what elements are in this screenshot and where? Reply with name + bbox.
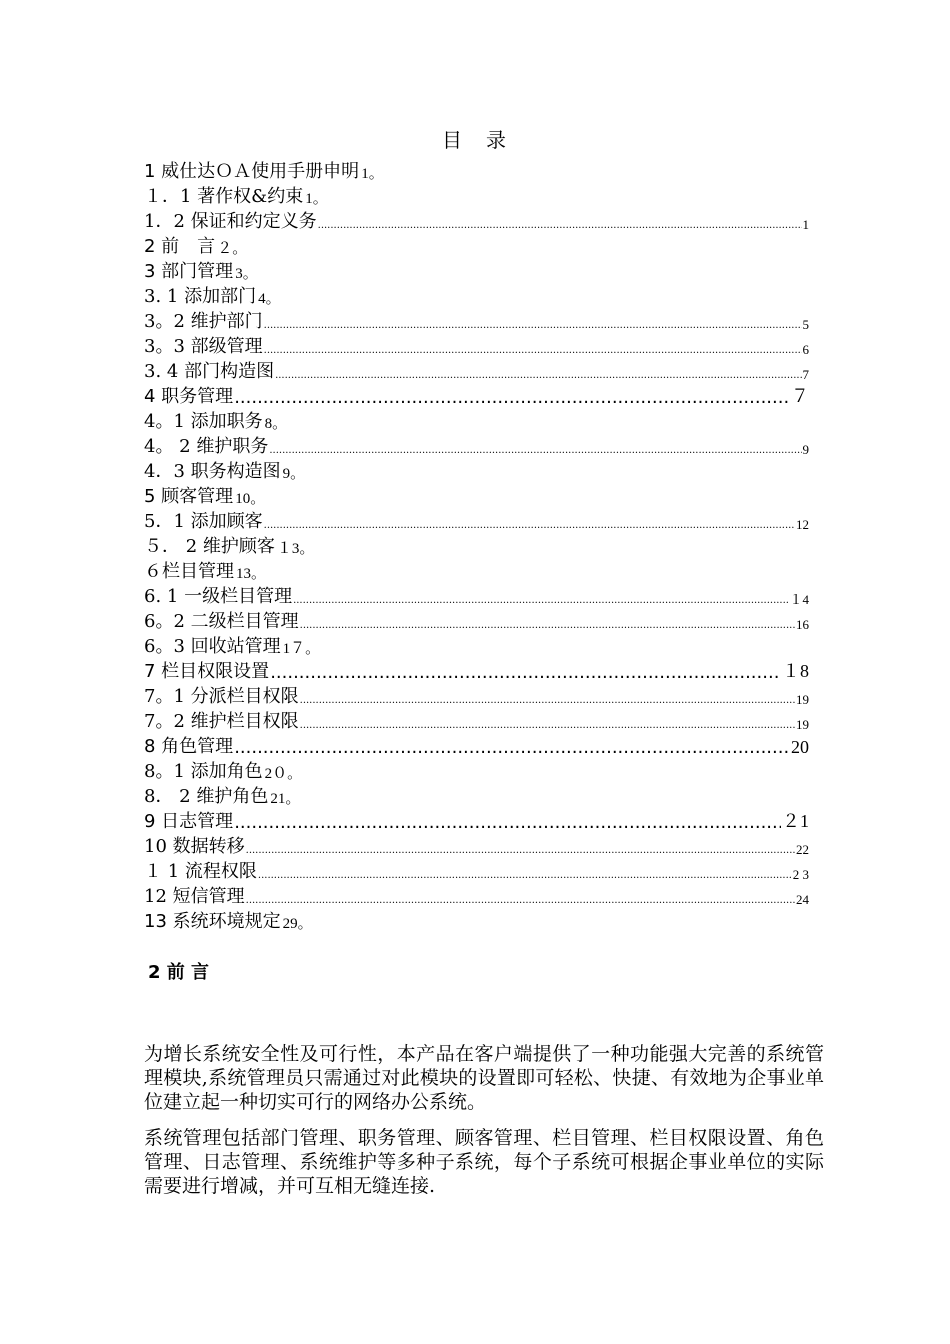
toc-dot-leader [318, 219, 802, 233]
toc-entry-label: 3. 4 部门构造图 [144, 361, 275, 382]
toc-entry [144, 333, 809, 358]
toc-dot-leader [264, 344, 802, 358]
toc-dot-leader [269, 444, 801, 458]
toc-entry [144, 433, 809, 458]
toc-entry [144, 358, 809, 383]
toc-dot-leader [293, 594, 788, 608]
toc-entry-label: 8． 2 维护角色 [144, 786, 269, 807]
toc-entry [144, 483, 809, 508]
toc-entry-page: 1。 [361, 166, 384, 182]
toc-dot-leader [246, 844, 795, 858]
toc-entry-label: 6。2 二级栏目管理 [144, 611, 299, 632]
toc-entry-label: 3。3 部级管理 [144, 336, 263, 357]
toc-entry-page: 9 [802, 442, 809, 457]
toc-entry-page: 2０。 [264, 766, 303, 782]
toc-dot-leader [234, 387, 790, 408]
toc-entry-page: ２1 [782, 811, 809, 831]
toc-entry-label: 4。 2 维护职务 [144, 436, 269, 457]
toc-entry-label: ５． 2 维护顾客 [144, 536, 275, 557]
body-paragraph-1: 为增长系统安全性及可行性，本产品在客户端提供了一种功能强大完善的系统管理模块,系统管理员只需通过对此模块的设置即可轻松、快捷、有效地为企事业单位建立起一种切实可行的网络办公系统。 [144, 1043, 824, 1113]
toc-entry-page: １8 [782, 661, 809, 681]
toc-dot-leader [270, 662, 781, 683]
toc-entry-label: 2 前 言 [144, 236, 216, 257]
toc-entry-page: 19 [796, 717, 809, 732]
toc-entry-page: 4。 [258, 291, 281, 307]
toc-entry [144, 233, 809, 258]
toc-entry [144, 308, 809, 333]
toc-entry-label: 7。2 维护栏目权限 [144, 711, 299, 732]
toc-entry [144, 783, 809, 808]
toc-entry [144, 458, 809, 483]
toc-entry [144, 683, 809, 708]
toc-entry [144, 858, 809, 883]
toc-entry-page: １4 [789, 592, 809, 607]
toc-entry [144, 533, 809, 558]
toc-entry [144, 633, 809, 658]
toc-entry-label: 4．3 职务构造图 [144, 461, 281, 482]
toc-entry-label: 1 威仕达ＯＡ使用手册申明 [144, 161, 360, 182]
toc-dot-leader [234, 812, 781, 833]
toc-entry-page: 24 [796, 892, 809, 907]
toc-dot-leader [300, 719, 795, 733]
toc-entry [144, 283, 809, 308]
toc-dot-leader [258, 869, 792, 883]
toc-dot-leader [246, 894, 795, 908]
toc-entry-page: 8。 [264, 416, 288, 432]
toc-entry-page: 2 3 [792, 867, 809, 882]
toc-entry [144, 658, 809, 683]
toc-entry-page: ２。 [217, 241, 248, 257]
toc-entry [144, 708, 809, 733]
toc-entry-page: ７ [791, 386, 809, 406]
toc-entry [144, 733, 809, 758]
toc-entry-label: 12 短信管理 [144, 886, 245, 907]
toc-entry-label: 7。1 分派栏目权限 [144, 686, 299, 707]
toc-entry-page: 1 [802, 217, 809, 232]
toc-entry-label: 8 角色管理 [144, 736, 234, 757]
toc-entry-page: 10。 [235, 491, 266, 507]
toc-entry-page: 9。 [282, 466, 306, 482]
toc-entry [144, 758, 809, 783]
toc-entry-label: 5 顾客管理 [144, 486, 234, 507]
toc-entry-page: 16 [796, 617, 809, 632]
toc-entry [144, 833, 809, 858]
toc-entry-page: 7 [802, 367, 809, 382]
toc-dot-leader [300, 619, 795, 633]
toc-entry [144, 608, 809, 633]
toc-entry [144, 908, 809, 933]
toc-entry [144, 208, 809, 233]
toc-entry [144, 183, 809, 208]
toc-entry-label: 4。1 添加职务 [144, 411, 263, 432]
toc-entry-page: 21。 [270, 791, 301, 807]
toc-entry-page: 3。 [235, 266, 258, 282]
toc-entry-label: 6。3 回收站管理 [144, 636, 281, 657]
toc-dot-leader [264, 319, 802, 333]
toc-entry-page: 13。 [236, 566, 267, 582]
toc-entry-label: 1．2 保证和约定义务 [144, 211, 317, 232]
toc-dot-leader [234, 737, 790, 758]
toc-entry-page: 12 [796, 517, 809, 532]
toc-entry [144, 383, 809, 408]
toc-entry-label: 13 系统环境规定 [144, 911, 281, 932]
toc-entry-label: 6. 1 一级栏目管理 [144, 586, 293, 607]
toc-entry-label: 7 栏目权限设置 [144, 661, 270, 682]
toc-entry-page: 1。 [305, 191, 328, 207]
toc-entry-label: １．1 著作权&约束 [144, 186, 304, 207]
toc-entry-page: 22 [796, 842, 809, 857]
toc-entry [144, 408, 809, 433]
toc-entry-label: 8。1 添加角色 [144, 761, 263, 782]
toc-entry-page: １3。 [276, 541, 315, 557]
toc-entry-label: 3. 1 添加部门 [144, 286, 257, 307]
table-of-contents [144, 158, 809, 933]
toc-entry-label: 5．1 添加顾客 [144, 511, 263, 532]
toc-entry [144, 258, 809, 283]
toc-entry-label: 4 职务管理 [144, 386, 234, 407]
toc-dot-leader [275, 369, 801, 383]
toc-entry-page: 19 [796, 692, 809, 707]
toc-entry [144, 808, 809, 833]
toc-entry-label: ６栏目管理 [144, 561, 234, 582]
toc-entry-label: 3 部门管理 [144, 261, 234, 282]
toc-entry-page: 5 [802, 317, 809, 332]
section-heading: 2 前 言 [148, 962, 210, 983]
toc-entry [144, 158, 809, 183]
toc-entry-label: 10 数据转移 [144, 836, 245, 857]
toc-entry-page: 29。 [282, 916, 313, 932]
toc-entry [144, 558, 809, 583]
toc-entry [144, 883, 809, 908]
toc-entry-page: 1７。 [282, 641, 321, 657]
toc-entry-label: 9 日志管理 [144, 811, 234, 832]
toc-entry-label: １ 1 流程权限 [144, 861, 257, 882]
toc-entry [144, 508, 809, 533]
toc-entry-page: 6 [802, 342, 809, 357]
toc-dot-leader [300, 694, 795, 708]
toc-entry [144, 583, 809, 608]
toc-title: 目 录 [442, 128, 508, 152]
body-paragraph-2: 系统管理包括部门管理、职务管理、顾客管理、栏目管理、栏目权限设置、角色管理、日志管理、系统维护等多种子系统，每个子系统可根据企事业单位的实际需要进行增减，并可互相无缝连接. [144, 1127, 824, 1197]
toc-entry-label: 3。2 维护部门 [144, 311, 263, 332]
toc-dot-leader [264, 519, 795, 533]
toc-entry-page: 20 [791, 737, 809, 757]
